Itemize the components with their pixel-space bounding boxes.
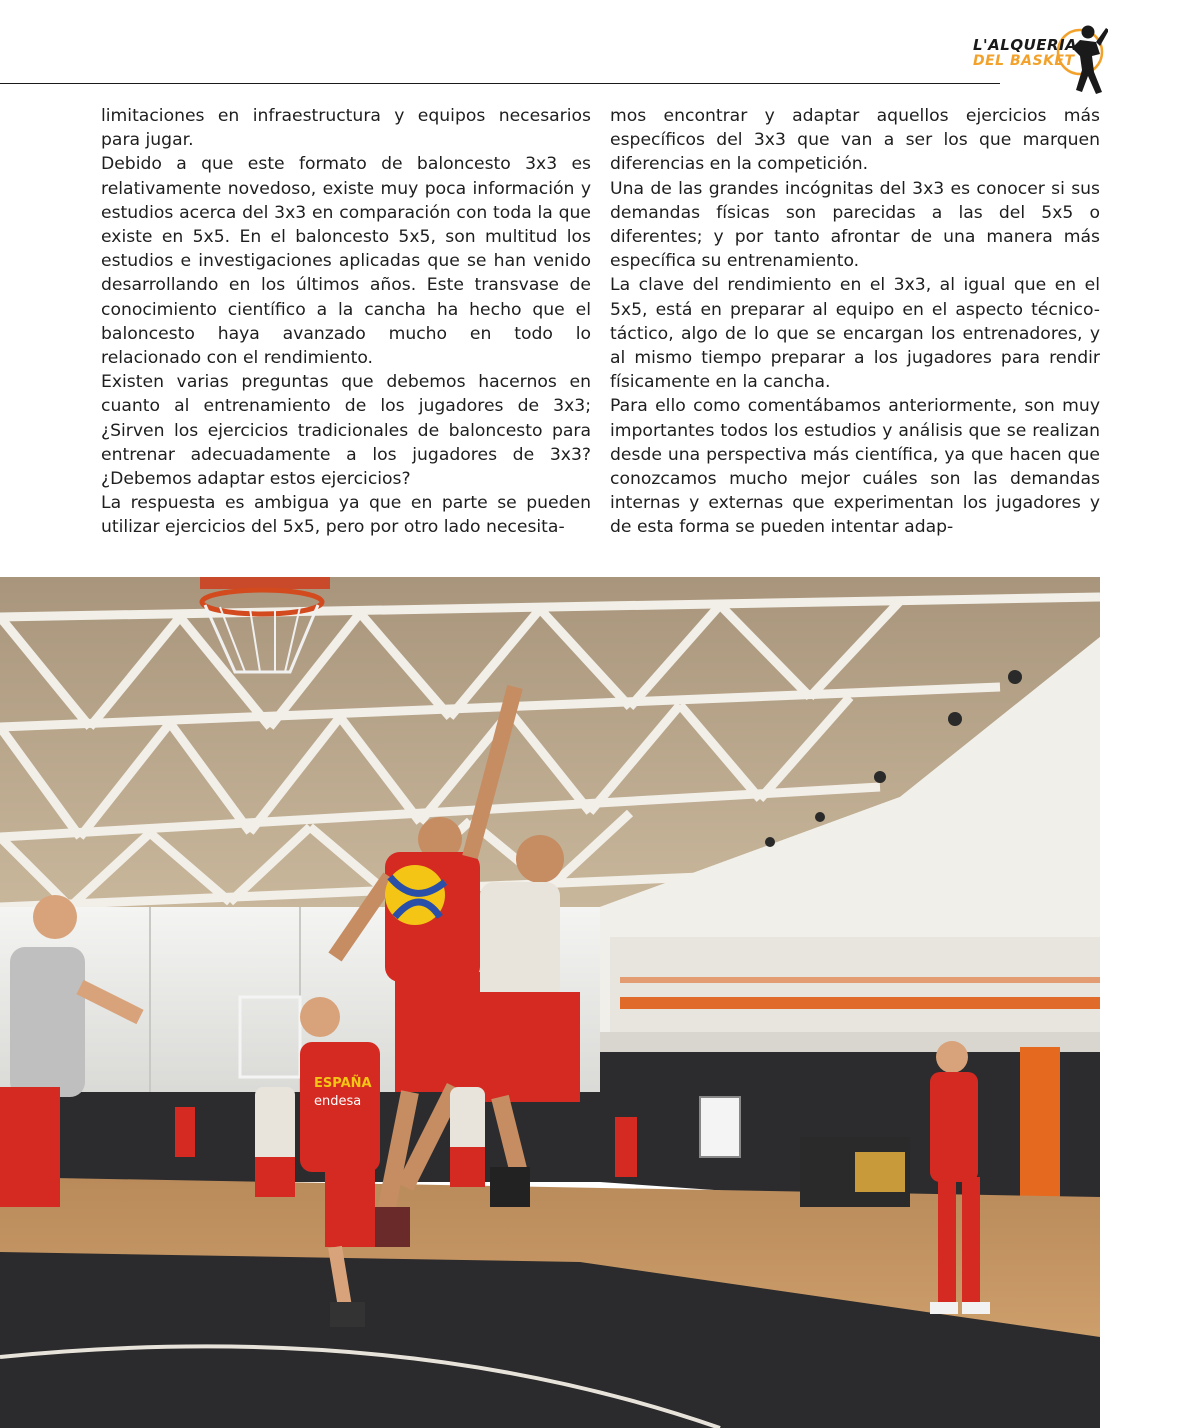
paragraph: limitaciones en infraestructura y equipos necesarios para jugar.	[101, 106, 591, 151]
article-column-left	[101, 104, 591, 540]
header-rule	[0, 83, 1000, 84]
article-column-right	[610, 104, 1100, 540]
photo-illustration	[0, 577, 1100, 1428]
paragraph: Para ello como comentábamos anteriormente, son muy importantes todos los estudios y análisis que se realizan desde una perspectiva más científica, ya que hacen que conozcamos mucho mejor cuáles son las demandas internas y externas que experimentan los jugadores y de esta forma se pueden intentar adap-	[610, 396, 1100, 538]
logo-line2: DEL BASKET	[973, 53, 1075, 69]
jersey-text: endesa	[314, 1094, 362, 1109]
paragraph: Una de las grandes incógnitas del 3x3 es conocer si sus demandas físicas son parecidas a las del 5x5 o diferentes; y por tanto afrontar de una manera más específica su entrenamiento.	[610, 178, 1100, 272]
publication-logo	[968, 20, 1108, 104]
logo-line1: L'ALQUERIA	[973, 36, 1078, 54]
basketball-training-photo	[0, 577, 1100, 1428]
paragraph: Existen varias preguntas que debemos hacernos en cuanto al entrenamiento de los jugadores de 3x3; ¿Sirven los ejercicios tradicionales de baloncesto para entrenar adecuadamente a los jugadores de 3x3? ¿Debemos adaptar estos ejercicios?	[101, 372, 591, 490]
balcony-seats	[610, 937, 1100, 1032]
paragraph: La respuesta es ambigua ya que en parte se pueden utilizar ejercicios del 5x5, pero por otro lado necesita-	[101, 493, 591, 538]
paragraph: Debido a que este formato de baloncesto 3x3 es relativamente novedoso, existe muy poca información y estudios acerca del 3x3 en comparación con toda la que existe en 5x5. En el baloncesto 5x5, son multitud los estudios e investigaciones aplicadas que se han venido desarrollando en los últimos años. Este transvase de conocimiento científico a la cancha ha hecho que el baloncesto haya avanzado mucho en todo lo relacionado con el rendimiento.	[101, 154, 591, 369]
paragraph: La clave del rendimiento en el 3x3, al igual que en el 5x5, está en preparar al equipo en el aspecto técnico-táctico, algo de lo que se encargan los entrenadores, y al mismo tiempo preparar a los jugadores para rendir físicamente en la cancha.	[610, 275, 1100, 393]
jersey-text: ESPAÑA	[314, 1076, 372, 1091]
paragraph: mos encontrar y adaptar aquellos ejercicios más específicos del 3x3 que van a ser los que marquen diferencias en la competición.	[610, 106, 1100, 175]
